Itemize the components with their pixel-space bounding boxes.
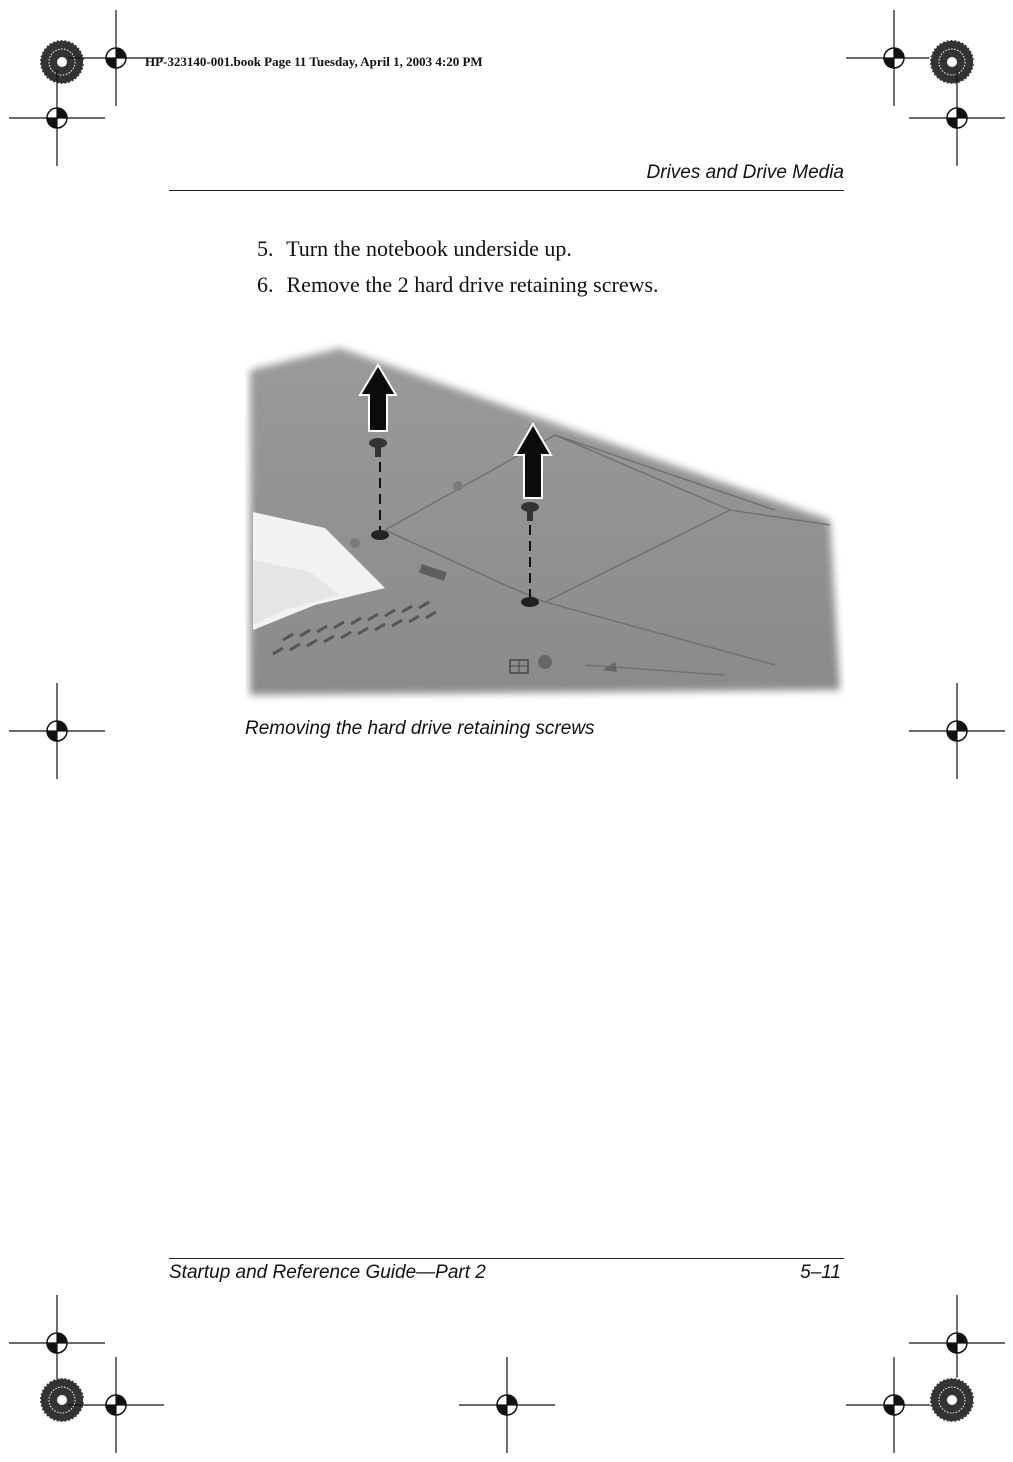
- registration-cross-icon: [459, 1357, 555, 1453]
- header-rule: [169, 190, 844, 191]
- registration-cross-icon: [909, 1295, 1005, 1391]
- registration-cross-icon: [9, 70, 105, 166]
- starburst-mark-icon: [40, 40, 84, 84]
- registration-cross-icon: [9, 1295, 105, 1391]
- step-number: 5.: [257, 236, 274, 261]
- figure-caption: Removing the hard drive retaining screws: [245, 718, 595, 739]
- starburst-mark-icon: [930, 1378, 974, 1422]
- registration-cross-icon: [909, 683, 1005, 779]
- screw-hole: [521, 597, 539, 607]
- registration-cross-icon: [846, 10, 942, 106]
- footer-rule: [169, 1258, 844, 1259]
- step-text: Turn the notebook underside up.: [286, 236, 572, 261]
- registration-cross-icon: [846, 1357, 942, 1453]
- registration-cross-icon: [9, 683, 105, 779]
- hard-drive-screws-illustration: [245, 340, 845, 705]
- footer-book-title: Startup and Reference Guide—Part 2: [169, 1262, 486, 1283]
- step-number: 6.: [257, 272, 274, 297]
- step-item: [257, 236, 572, 262]
- notebook-underside: [250, 348, 840, 695]
- starburst-mark-icon: [40, 1378, 84, 1422]
- print-slug: HP-323140-001.book Page 11 Tuesday, April 1, 2003 4:20 PM: [145, 54, 483, 69]
- running-head: Drives and Drive Media: [646, 162, 844, 183]
- registration-cross-icon: [68, 1357, 164, 1453]
- registration-cross-icon: [909, 70, 1005, 166]
- screw-hole: [371, 530, 389, 540]
- step-item: [257, 272, 659, 298]
- step-text: Remove the 2 hard drive retaining screws.: [286, 272, 659, 297]
- page-number: 5–11: [800, 1262, 841, 1283]
- starburst-mark-icon: [930, 40, 974, 84]
